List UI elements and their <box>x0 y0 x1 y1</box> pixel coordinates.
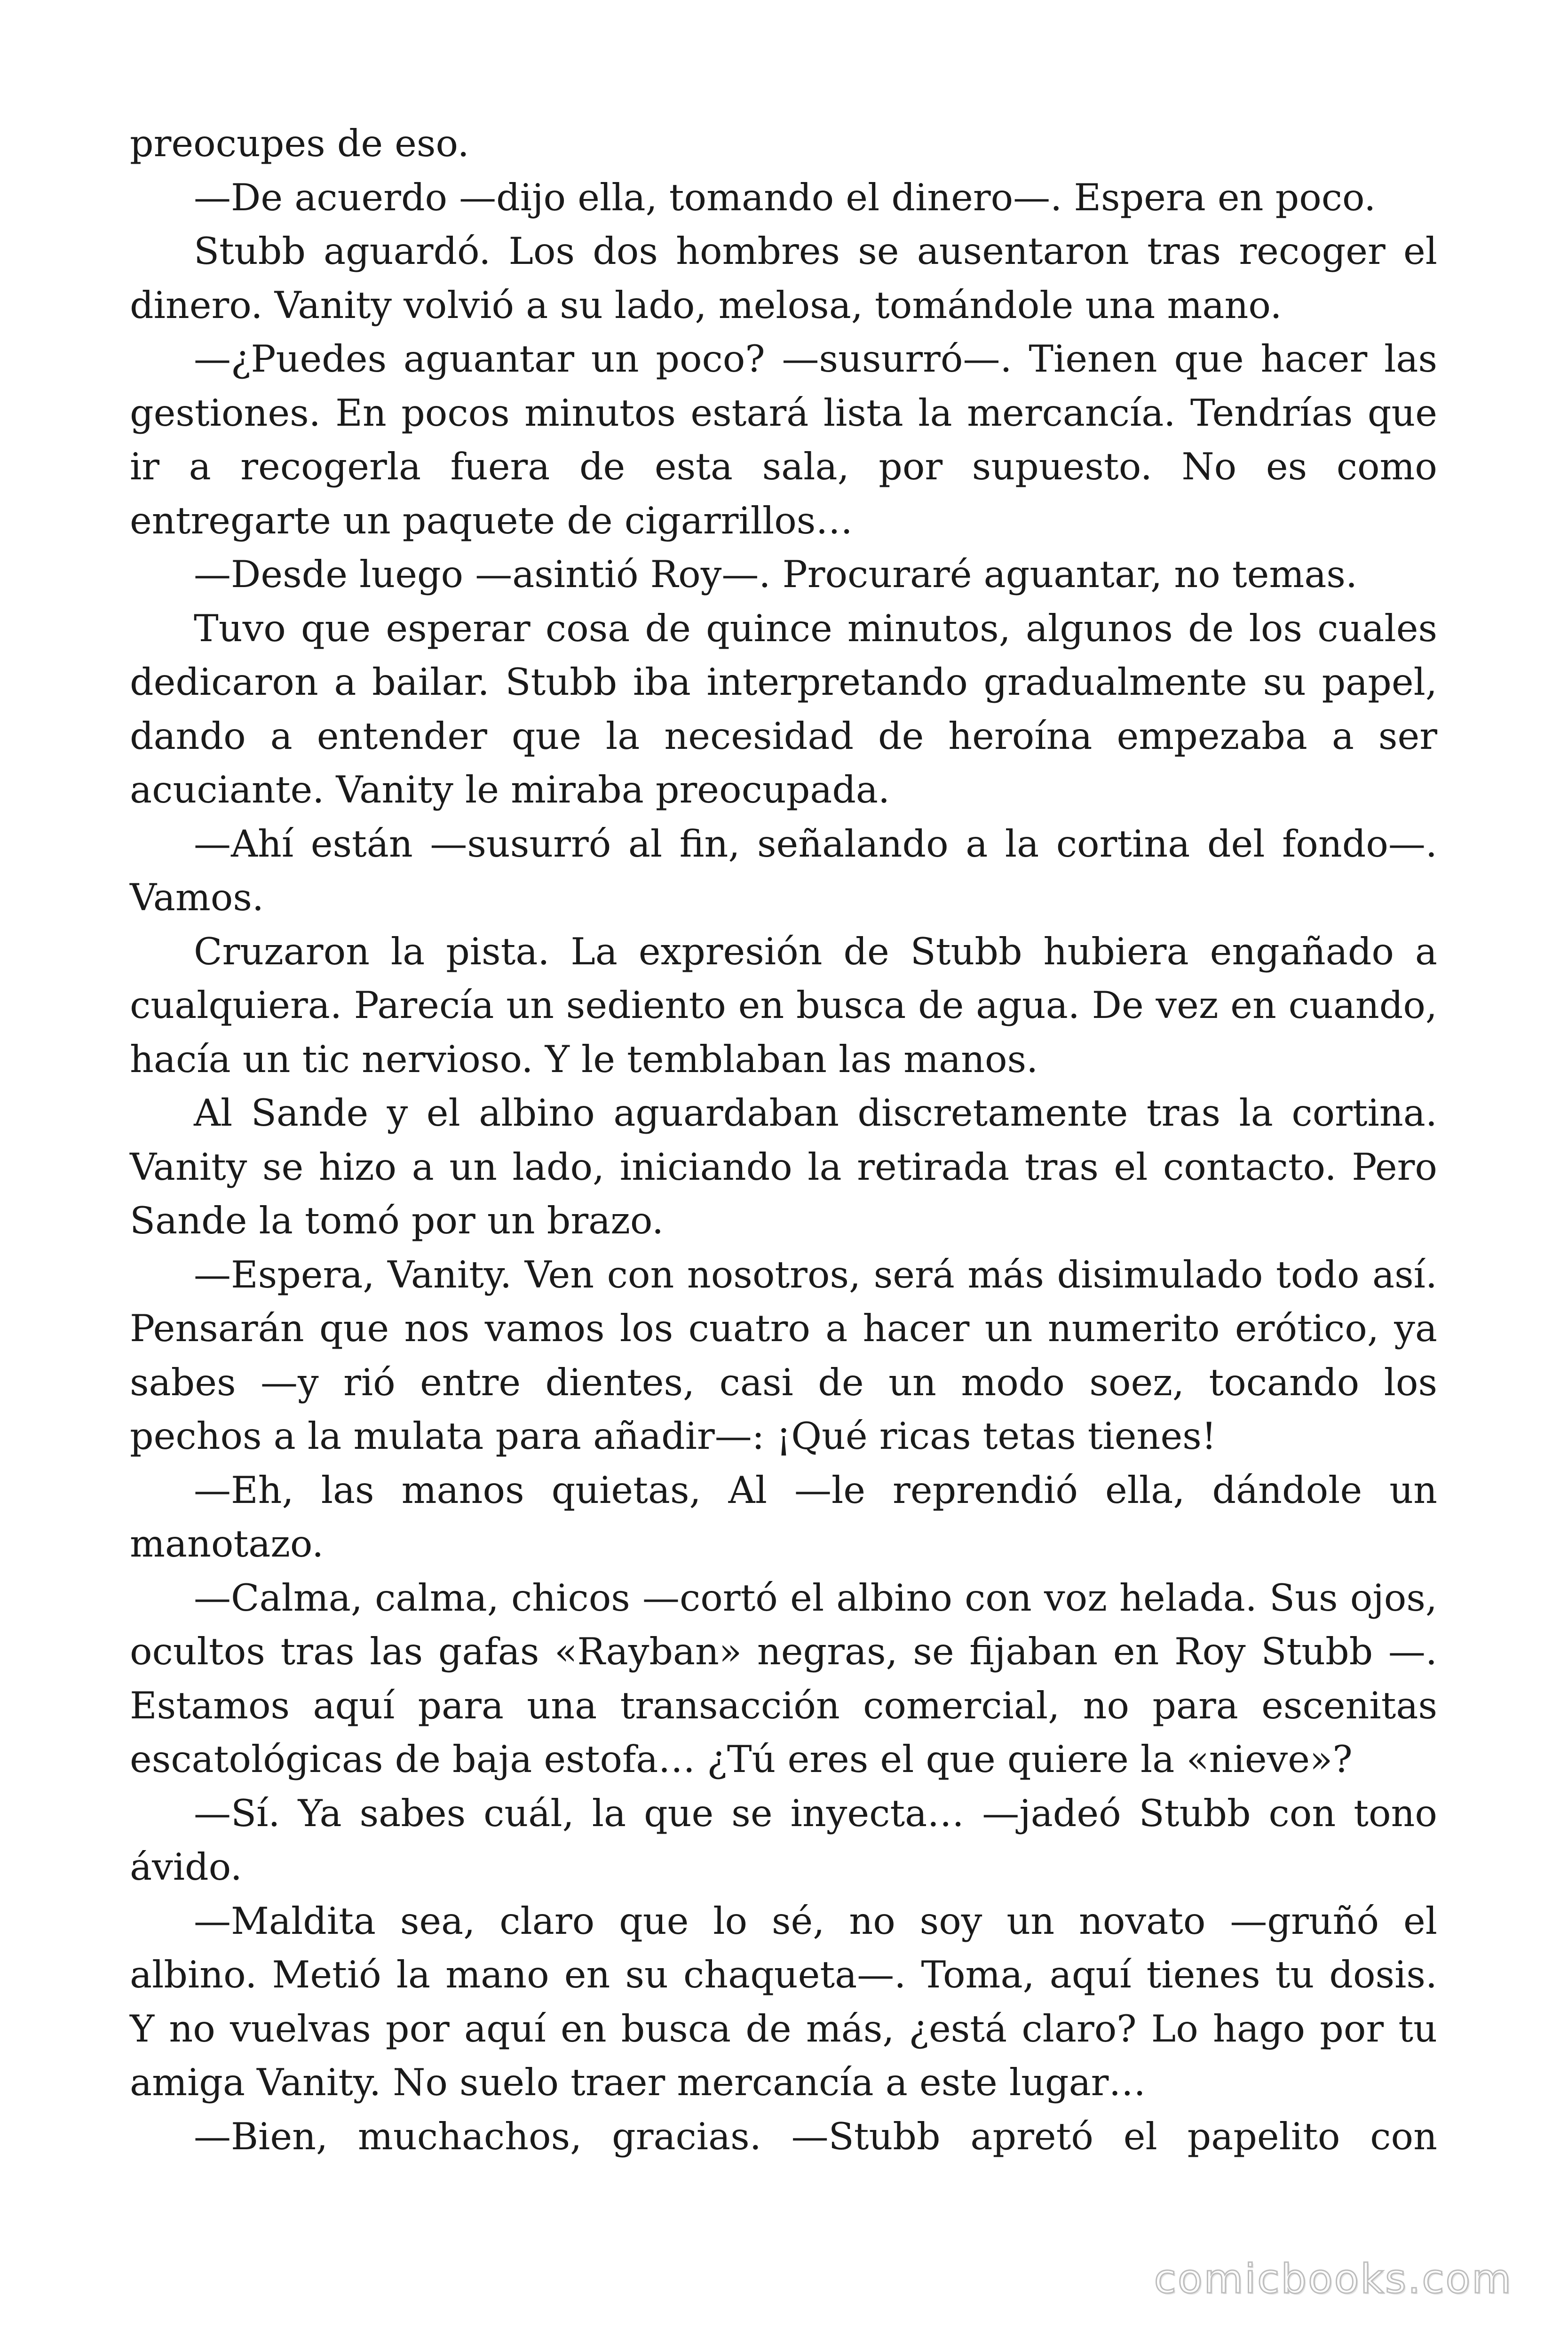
paragraph: —De acuerdo —dijo ella, tomando el dinero—. Espera en poco. <box>194 175 1376 219</box>
paragraph: —Eh, las manos quietas, Al —le reprendió ella, dándole un manotazo. <box>130 1468 1437 1565</box>
text-body <box>130 117 1437 2163</box>
paragraph: —Bien, muchachos, gracias. —Stubb apretó el papelito con <box>194 2114 1437 2158</box>
paragraph: —Calma, calma, chicos —cortó el albino con voz helada. Sus ojos, ocultos tras las gafas «Rayban» negras, se fijaban en Roy Stubb —. Estamos aquí para una transacción comercial, no para escenitas escatológicas de baja estofa… ¿Tú eres el que quiere la «nieve»? <box>130 1576 1437 1781</box>
paragraph: —Espera, Vanity. Ven con nosotros, será más disimulado todo así. Pensarán que nos vamos los cuatro a hacer un numerito erótico, ya sabes —y rió entre dientes, casi de un modo soez, tocando los pechos a la mulata para añadir—: ¡Qué ricas tetas tienes! <box>130 1253 1437 1458</box>
paragraph: Stubb aguardó. Los dos hombres se ausentaron tras recoger el dinero. Vanity volvió a su lado, melosa, tomándole una mano. <box>130 230 1437 327</box>
paragraph: —¿Puedes aguantar un poco? —susurró—. Tienen que hacer las gestiones. En pocos minutos estará lista la mercancía. Tendrías que ir a recogerla fuera de esta sala, por supuesto. No es como entregarte un paquete de cigarrillos… <box>130 337 1437 542</box>
paragraph: —Desde luego —asintió Roy—. Procuraré aguantar, no temas. <box>194 553 1358 596</box>
paragraph: Tuvo que esperar cosa de quince minutos, algunos de los cuales dedicaron a bailar. Stubb iba interpretando gradualmente su papel, dando a entender que la necesidad de heroína empezaba a ser acuciante. Vanity le miraba preocupada. <box>130 606 1437 811</box>
paragraph: Cruzaron la pista. La expresión de Stubb hubiera engañado a cualquiera. Parecía un sediento en busca de agua. De vez en cuando, hacía un tic nervioso. Y le temblaban las manos. <box>130 930 1437 1081</box>
paragraph: Al Sande y el albino aguardaban discretamente tras la cortina. Vanity se hizo a un lado, iniciando la retirada tras el contacto. Pero Sande la tomó por un brazo. <box>130 1091 1437 1242</box>
watermark: comicbooks.com <box>1154 2256 1513 2303</box>
paragraph: preocupes de eso. <box>130 122 469 165</box>
paragraph: —Ahí están —susurró al fin, señalando a la cortina del fondo—. Vamos. <box>130 822 1437 919</box>
paragraph: —Sí. Ya sabes cuál, la que se inyecta… —jadeó Stubb con tono ávido. <box>130 1791 1437 1889</box>
paragraph: —Maldita sea, claro que lo sé, no soy un novato —gruñó el albino. Metió la mano en su chaqueta—. Toma, aquí tienes tu dosis. Y no vuelvas por aquí en busca de más, ¿está claro? Lo hago por tu amiga Vanity. No suelo traer mercancía a este lugar… <box>130 1899 1437 2104</box>
